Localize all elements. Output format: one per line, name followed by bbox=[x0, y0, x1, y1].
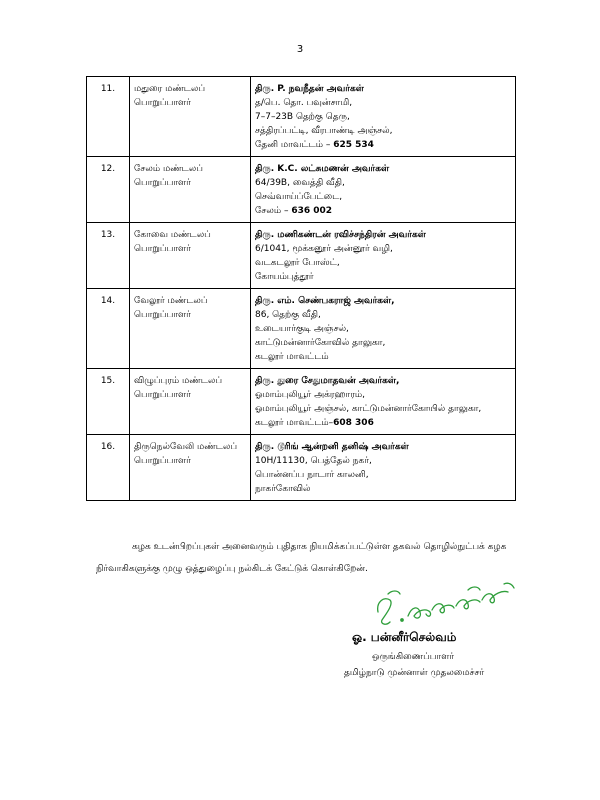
address-line: காட்டுமன்னார்கோவில் தாலுகா, bbox=[255, 338, 386, 348]
pincode: 608 306 bbox=[333, 418, 374, 428]
address-district: கடலூர் மாவட்டம்– bbox=[255, 418, 334, 428]
role-line: பொறுப்பாளர் bbox=[134, 310, 191, 320]
table-row bbox=[87, 369, 516, 435]
address-line: 86, தெற்கு வீதி, bbox=[255, 310, 321, 320]
role-line: பொறுப்பாளர் bbox=[134, 244, 191, 254]
address-line: ஓமாம்புலியூர் அஞ்சல், காட்டுமன்னார்கோயில் தாலுகா, bbox=[255, 404, 482, 414]
role-line: விழுப்புரம் மண்டலப் bbox=[134, 376, 223, 386]
role-line: வேலூர் மண்டலப் bbox=[134, 296, 208, 306]
role-cell bbox=[130, 77, 251, 157]
role-cell bbox=[130, 369, 251, 435]
address-line: வடகடலூர் போஸ்ட், bbox=[255, 258, 340, 268]
table-row bbox=[87, 223, 516, 289]
pincode: 625 534 bbox=[333, 140, 374, 150]
signatory-name: ஓ. பன்னீர்செல்வம் bbox=[352, 630, 457, 644]
person-name: திரு. P. நவநீதன் அவர்கள் bbox=[255, 84, 364, 94]
address-cell bbox=[251, 289, 516, 369]
coordinators-table bbox=[86, 76, 516, 501]
role-line: கோவை மண்டலப் bbox=[134, 230, 211, 240]
address-line-with-pincode bbox=[255, 204, 511, 218]
address-cell bbox=[251, 435, 516, 501]
table-row bbox=[87, 77, 516, 157]
row-number: 11. bbox=[87, 77, 130, 157]
address-line: 64/39B, வைத்தி வீதி, bbox=[255, 178, 345, 188]
address-line: நாகர்கோவில் bbox=[255, 484, 311, 494]
person-name: திரு. எம். செண்பகராஜ் அவர்கள், bbox=[255, 296, 395, 306]
person-name: திரு. மணிகண்டன் ரவிச்சந்திரன் அவர்கள் bbox=[255, 230, 426, 240]
role-cell bbox=[130, 157, 251, 223]
address-cell bbox=[251, 77, 516, 157]
role-cell bbox=[130, 223, 251, 289]
address-line: உடையார்குடி அஞ்சல், bbox=[255, 324, 349, 334]
address-cell bbox=[251, 223, 516, 289]
address-line: கடலூர் மாவட்டம் bbox=[255, 352, 329, 362]
address-line: ஓமாம்புலியூர் அக்ரஹாரம், bbox=[255, 390, 365, 400]
role-cell bbox=[130, 435, 251, 501]
row-number: 15. bbox=[87, 369, 130, 435]
role-cell bbox=[130, 289, 251, 369]
page-number: 3 bbox=[296, 44, 304, 55]
address-line: 10H/11130, பெத்தேல் நகர், bbox=[255, 456, 372, 466]
person-name: திரு. K.C. லட்சுமணன் அவர்கள் bbox=[255, 164, 390, 174]
address-line-with-pincode bbox=[255, 138, 511, 152]
closing-paragraph: கழக உடன்பிறப்புகள் அனைவரும் புதிதாக நியமிக்கப்பட்டுள்ள தகவல் தொழில்நுட்பக் கழக நிர்வாகிகளுக்கு முழு ஒத்துழைப்பு நல்கிடக் கேட்டுக் கொள்கிறேன். bbox=[96, 542, 507, 574]
address-line-with-pincode bbox=[255, 416, 511, 430]
role-line: திருநெல்வேலி மண்டலப் bbox=[134, 442, 238, 452]
handwritten-signature bbox=[372, 576, 518, 628]
row-number: 12. bbox=[87, 157, 130, 223]
address-district: தேனி மாவட்டம் – bbox=[255, 140, 334, 150]
pincode: 636 002 bbox=[291, 206, 333, 216]
table-row bbox=[87, 289, 516, 369]
table-row bbox=[87, 435, 516, 501]
address-cell bbox=[251, 369, 516, 435]
role-line: பொறுப்பாளர் bbox=[134, 456, 191, 466]
role-line: பொறுப்பாளர் bbox=[134, 98, 191, 108]
address-line: 7–7–23B தெற்கு தெரு, bbox=[255, 112, 350, 122]
table-row bbox=[87, 157, 516, 223]
address-line: 6/1041, மூக்கனூர் அன்னூர் வழி, bbox=[255, 244, 393, 254]
address-line: பொன்னப்ப நாடார் காலனி, bbox=[255, 470, 369, 480]
role-line: பொறுப்பாளர் bbox=[134, 178, 191, 188]
signatory-subtitle: தமிழ்நாடு முன்னாள் முதலமைச்சர் bbox=[344, 668, 485, 678]
row-number: 16. bbox=[87, 435, 130, 501]
address-line: த/பெ. தொ. பவுன்சாமி, bbox=[255, 98, 353, 108]
row-number: 13. bbox=[87, 223, 130, 289]
signatory-title: ஒருங்கிணைப்பாளர் bbox=[372, 652, 455, 662]
row-number: 14. bbox=[87, 289, 130, 369]
address-district: சேலம் – bbox=[255, 206, 292, 216]
person-name: திரு. துரை சேதுமாதவன் அவர்கள், bbox=[255, 376, 400, 386]
person-name: திரு. டூரிங் ஆன்றனி தனிஷ் அவர்கள் bbox=[255, 442, 409, 452]
role-line: பொறுப்பாளர் bbox=[134, 390, 191, 400]
coordinators-table-body bbox=[87, 77, 516, 501]
address-line: சத்திரப்பட்டி, வீரபாண்டி அஞ்சல், bbox=[255, 126, 393, 136]
role-line: மதுரை மண்டலப் bbox=[134, 84, 206, 94]
role-line: சேலம் மண்டலப் bbox=[134, 164, 203, 174]
address-line: கோயம்புத்தூர் bbox=[255, 272, 314, 282]
address-cell bbox=[251, 157, 516, 223]
address-line: செவ்வாய்ப்பேட்டை, bbox=[255, 192, 343, 202]
